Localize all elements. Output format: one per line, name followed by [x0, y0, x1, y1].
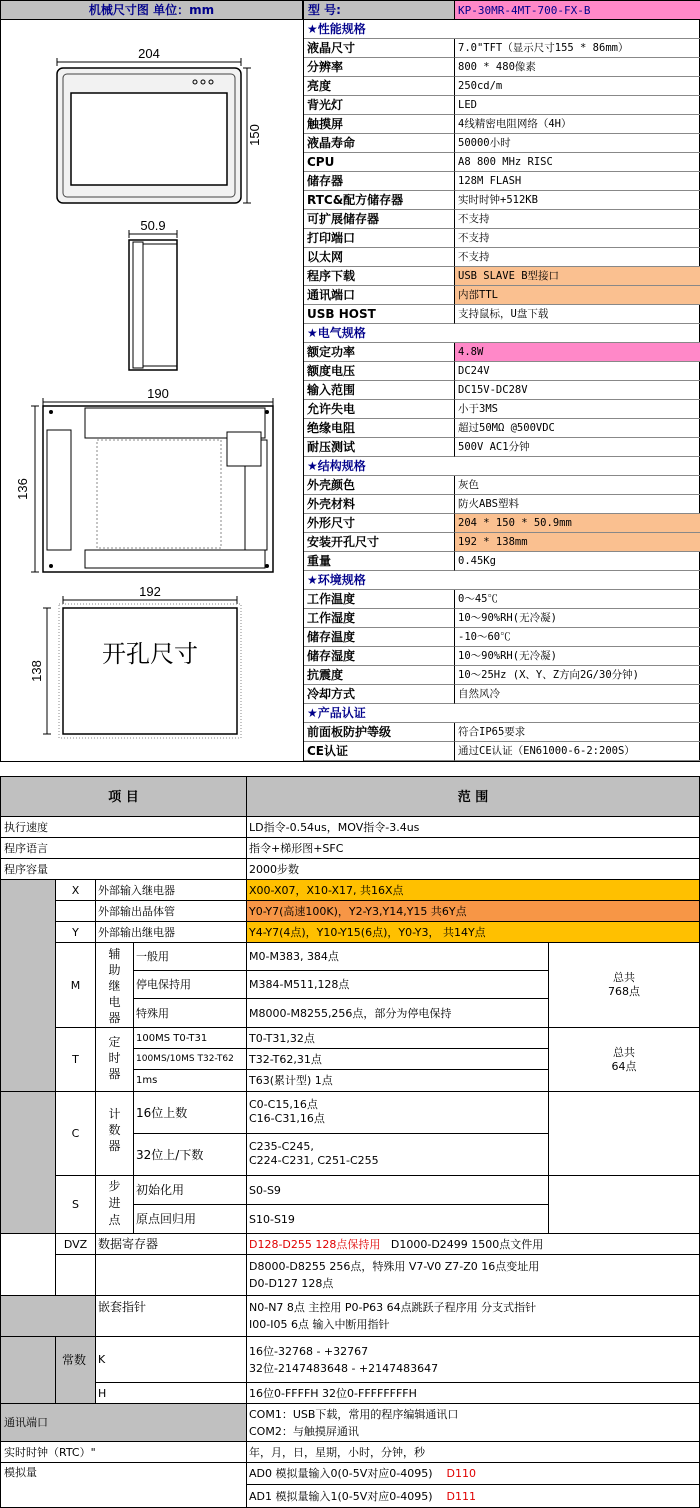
- x-code: X: [56, 880, 96, 901]
- t-100-value: T0-T31,32点: [247, 1028, 549, 1049]
- spec-label: 程序下载: [304, 267, 455, 286]
- ad0-text: AD0 模拟量输入0(0-5V对应0-4095): [249, 1467, 433, 1480]
- spec-value: 250cd/m: [455, 77, 700, 96]
- cutout-width-dim: 192: [139, 584, 161, 599]
- spec-label: 触摸屏: [304, 115, 455, 134]
- exec-speed-value: LD指令-0.54us，MOV指令-3.4us: [247, 817, 700, 838]
- ad0-reg: D110: [446, 1467, 476, 1480]
- d-code: DVZ: [56, 1234, 96, 1255]
- c-32-value: C235-C245, C224-C231, C251-C255: [247, 1134, 549, 1176]
- m-group: 辅助继电器: [96, 943, 134, 1028]
- spec-value: 10～90%RH(无冷凝): [455, 647, 700, 666]
- ad1-value: [247, 1485, 700, 1508]
- rtc-label: 实时时钟（RTC）": [0, 1442, 247, 1463]
- spec-label: 工作湿度: [304, 609, 455, 628]
- spec-label: 液晶寿命: [304, 134, 455, 153]
- h-label: H: [96, 1383, 247, 1404]
- spec-label: 储存器: [304, 172, 455, 191]
- d-value-rest: D1000-D2499 1500点文件用: [390, 1238, 544, 1251]
- ad0-value: [247, 1463, 700, 1485]
- d-value-red: D128-D255 128点保持用: [249, 1238, 381, 1251]
- c-16-value: C0-C15,16点 C16-C31,16点: [247, 1092, 549, 1134]
- spec-value: 小于3MS: [455, 400, 700, 419]
- spec-label: 额定功率: [304, 343, 455, 362]
- spec-value: 192 * 138mm: [455, 533, 700, 552]
- ad1-text: AD1 模拟量输入1(0-5V对应0-4095): [249, 1490, 433, 1503]
- x-value: X00-X07，X10-X17, 共16X点: [247, 880, 700, 901]
- s-code: S: [56, 1176, 96, 1234]
- front-height-dim: 150: [247, 124, 262, 146]
- cutout-height-dim: 138: [29, 660, 44, 682]
- exec-speed-label: 执行速度: [0, 817, 247, 838]
- cutout-label: 开孔尺寸: [102, 640, 198, 668]
- d-label: 数据寄存器: [96, 1234, 247, 1255]
- io-gray-block: [0, 880, 56, 1092]
- ytr-value: Y0-Y7(高速100K)，Y2-Y3,Y14,Y15 共6Y点: [247, 901, 700, 922]
- t-1-label: 1ms: [134, 1070, 247, 1092]
- spec-section-header: ★环境规格: [304, 571, 700, 590]
- spec-value: 符合IP65要求: [455, 723, 700, 742]
- front-width-dim: 204: [138, 46, 160, 61]
- spec-value: 500V AC1分钟: [455, 438, 700, 457]
- c-total: [549, 1092, 700, 1176]
- spec-label: 工作温度: [304, 590, 455, 609]
- h-value: 16位0-FFFFH 32位0-FFFFFFFFH: [247, 1383, 700, 1404]
- model-value: KP-30MR-4MT-700-FX-B: [455, 1, 700, 20]
- d-gray-block: [0, 1234, 56, 1296]
- spec-label: 冷却方式: [304, 685, 455, 704]
- spec-label: 外形尺寸: [304, 514, 455, 533]
- back-height-dim: 136: [15, 478, 30, 500]
- m-special-value: M8000-M8255,256点，部分为停电保持: [247, 999, 549, 1028]
- c-group: 计数器: [96, 1092, 134, 1176]
- t-total: 总共 64点: [549, 1028, 700, 1092]
- spec-section-header: ★性能规格: [304, 20, 700, 39]
- spec-value: 128M FLASH: [455, 172, 700, 191]
- spec-label: CPU: [304, 153, 455, 172]
- spec-label: 储存湿度: [304, 647, 455, 666]
- t-1-value: T63(累计型) 1点: [247, 1070, 549, 1092]
- spec-value: 7.0"TFT（显示尺寸155 * 86mm）: [455, 39, 700, 58]
- spec-value: 自然风冷: [455, 685, 700, 704]
- m-general-label: 一般用: [134, 943, 247, 971]
- t-10-value: T32-T62,31点: [247, 1049, 549, 1070]
- y-value: Y4-Y7(4点)，Y10-Y15(6点)，Y0-Y3， 共14Y点: [247, 922, 700, 943]
- comm-value: COM1：USB下载，常用的程序编辑通讯口 COM2：与触摸屏通讯: [247, 1404, 700, 1442]
- spec-value: 通过CE认证（EN61000-6-2:200S）: [455, 742, 700, 761]
- spec-value: 不支持: [455, 229, 700, 248]
- lang-label: 程序语言: [0, 838, 247, 859]
- spec-label: 分辨率: [304, 58, 455, 77]
- c-16-label: 16位上数: [134, 1092, 247, 1134]
- spec-label: 打印端口: [304, 229, 455, 248]
- back-view: [15, 386, 273, 572]
- spec-value: 204 * 150 * 50.9mm: [455, 514, 700, 533]
- spec-value: 内部TTL: [455, 286, 700, 305]
- spec-value: 800 * 480像素: [455, 58, 700, 77]
- spec-value: DC15V-DC28V: [455, 381, 700, 400]
- spec-value: 支持鼠标，U盘下载: [455, 305, 700, 324]
- capacity-label: 程序容量: [0, 859, 247, 880]
- d-value-2: D8000-D8255 256点，特殊用 V7-V0 Z7-Z0 16点变址用 D0-D127 128点: [247, 1255, 700, 1296]
- c-code: C: [56, 1092, 96, 1176]
- lang-value: 指令+梯形图+SFC: [247, 838, 700, 859]
- m-latch-value: M384-M511,128点: [247, 971, 549, 999]
- t-10-label: 100MS/10MS T32-T62: [134, 1049, 247, 1070]
- spec-value: 实时时钟+512KB: [455, 191, 700, 210]
- spec-value: 10～25Hz (X、Y、Z方向2G/30分钟): [455, 666, 700, 685]
- spec-value: 灰色: [455, 476, 700, 495]
- t-100-label: 100MS T0-T31: [134, 1028, 247, 1049]
- spec-label: 以太网: [304, 248, 455, 267]
- s-home-value: S10-S19: [247, 1205, 549, 1234]
- y-code: Y: [56, 922, 96, 943]
- spec-value: DC24V: [455, 362, 700, 381]
- k-value: 16位-32768 - +32767 32位-2147483648 - +2147483647: [247, 1337, 700, 1383]
- spec-value: 不支持: [455, 248, 700, 267]
- back-width-dim: 190: [147, 386, 169, 401]
- nest-value: N0-N7 8点 主控用 P0-P63 64点跳跃子程序用 分支式指针 I00-I05 6点 输入中断用指针: [247, 1296, 700, 1337]
- spec-label: 外壳材料: [304, 495, 455, 514]
- spec-label: RTC&配方储存器: [304, 191, 455, 210]
- spec-value: 防火ABS塑料: [455, 495, 700, 514]
- spec-value: 50000小时: [455, 134, 700, 153]
- spec-value: 4线精密电阻网络（4H）: [455, 115, 700, 134]
- spec-label: 背光灯: [304, 96, 455, 115]
- spec-value: LED: [455, 96, 700, 115]
- y-label: 外部输出继电器: [96, 922, 247, 943]
- s-home-label: 原点回归用: [134, 1205, 247, 1234]
- spec-label: 外壳颜色: [304, 476, 455, 495]
- comm-label: 通讯端口: [0, 1404, 247, 1442]
- m-general-value: M0-M383, 384点: [247, 943, 549, 971]
- spec-label: 重量: [304, 552, 455, 571]
- spec-label: 抗震度: [304, 666, 455, 685]
- side-depth-dim: 50.9: [140, 218, 166, 233]
- spec-label: 绝缘电阻: [304, 419, 455, 438]
- spec-label: 通讯端口: [304, 286, 455, 305]
- spec-value: 不支持: [455, 210, 700, 229]
- s-total: [549, 1176, 700, 1234]
- spec-value: A8 800 MHz RISC: [455, 153, 700, 172]
- m-latch-label: 停电保持用: [134, 971, 247, 999]
- s-group: 步进点: [96, 1176, 134, 1234]
- spec-value: -10～60℃: [455, 628, 700, 647]
- nest-gray: [0, 1296, 96, 1337]
- plc-header-range: 范 围: [247, 776, 700, 817]
- spec-value: 4.8W: [455, 343, 700, 362]
- spec-label: 安装开孔尺寸: [304, 533, 455, 552]
- spec-label: 耐压测试: [304, 438, 455, 457]
- x-label: 外部输入继电器: [96, 880, 247, 901]
- const-label: 常数: [56, 1337, 96, 1404]
- ad1-reg: D111: [446, 1490, 476, 1503]
- t-group: 定时器: [96, 1028, 134, 1092]
- spec-section-header: ★结构规格: [304, 457, 700, 476]
- spec-section-header: ★电气规格: [304, 324, 700, 343]
- side-view: [129, 218, 177, 370]
- d-value: [247, 1234, 700, 1255]
- spec-value: 超过50MΩ @500VDC: [455, 419, 700, 438]
- cs-gray-block: [0, 1092, 56, 1234]
- spec-label: 输入范围: [304, 381, 455, 400]
- rtc-value: 年，月，日，星期，小时，分钟，秒: [247, 1442, 700, 1463]
- t-code: T: [56, 1028, 96, 1092]
- cutout-view: [29, 584, 241, 738]
- spec-value: 0.45Kg: [455, 552, 700, 571]
- plc-spec-table: [0, 776, 700, 1508]
- drawing-title: 机械尺寸图 单位：mm: [1, 1, 303, 20]
- m-code: M: [56, 943, 96, 1028]
- m-total: 总共 768点: [549, 943, 700, 1028]
- const-gray: [0, 1337, 56, 1404]
- spec-label: CE认证: [304, 742, 455, 761]
- spec-label: 亮度: [304, 77, 455, 96]
- s-init-value: S0-S9: [247, 1176, 549, 1205]
- spec-value: USB SLAVE B型接口: [455, 267, 700, 286]
- capacity-value: 2000步数: [247, 859, 700, 880]
- spec-label: USB HOST: [304, 305, 455, 324]
- d-code-2: [56, 1255, 96, 1296]
- analog-label: 模拟量: [0, 1463, 247, 1508]
- k-label: K: [96, 1337, 247, 1383]
- ytr-code: [56, 901, 96, 922]
- spec-label: 液晶尺寸: [304, 39, 455, 58]
- d-label-2: [96, 1255, 247, 1296]
- model-label: 型 号:: [304, 1, 455, 20]
- spec-label: 允许失电: [304, 400, 455, 419]
- ytr-label: 外部输出晶体管: [96, 901, 247, 922]
- spec-label: 前面板防护等级: [304, 723, 455, 742]
- front-view: [57, 46, 262, 203]
- mechanical-drawings: [1, 20, 302, 762]
- m-special-label: 特殊用: [134, 999, 247, 1028]
- spec-value: 10～90%RH(无冷凝): [455, 609, 700, 628]
- s-init-label: 初始化用: [134, 1176, 247, 1205]
- nest-label: 嵌套指针: [96, 1296, 247, 1337]
- plc-header-item: 项 目: [0, 776, 247, 817]
- spec-section-header: ★产品认证: [304, 704, 700, 723]
- spec-label: 可扩展储存器: [304, 210, 455, 229]
- c-32-label: 32位上/下数: [134, 1134, 247, 1176]
- spec-label: 额度电压: [304, 362, 455, 381]
- spec-value: 0～45℃: [455, 590, 700, 609]
- spec-table: [303, 1, 699, 761]
- spec-label: 储存温度: [304, 628, 455, 647]
